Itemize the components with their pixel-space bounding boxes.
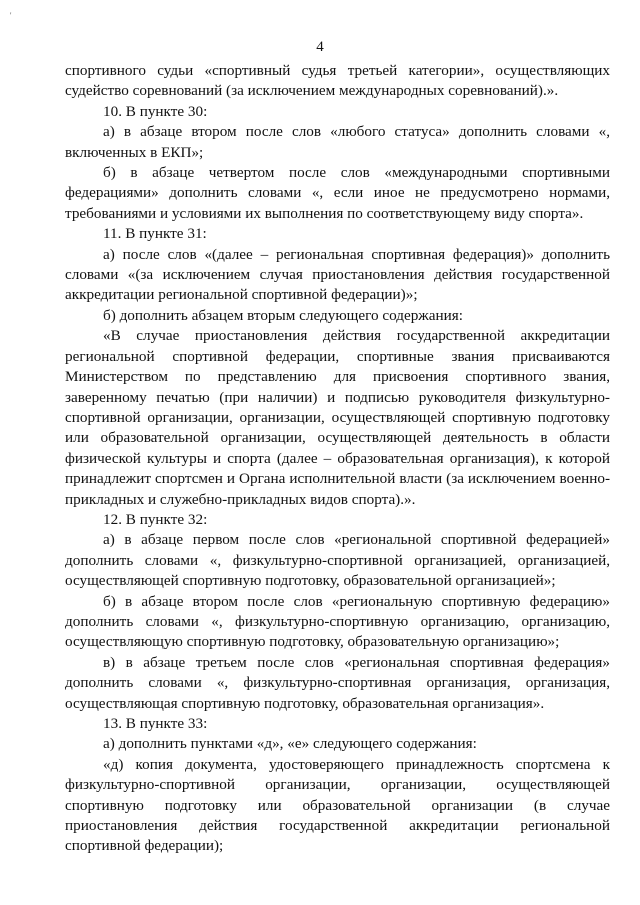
paragraph-item-12a: а) в абзаце первом после слов «региональной спортивной федерацией» дополнить словами «, физкультурно-спортивной организацией, организацией, осуществляющей спортивную подготовку, образовательной организацией»;: [65, 531, 610, 590]
paragraph-item-13-quote-d: «д) копия документа, удостоверяющего принадлежность спортсмена к физкультурно-спортивной организации, организации, осуществляющей спортивную подготовку или образовательной организации (в случае приостановления действия государственной аккредитации региональной спортивной федерации);: [65, 755, 610, 855]
paragraph-item-11-quote: «В случае приостановления действия государственной аккредитации региональной спортивной федерации, спортивные звания присваиваются Министерством по представлению для присвоения спортивного звания, заверенному печатью (при наличии) и подписью руководителя физкультурно-спортивной организации, организации, осуществляющей спортивную подготовку или образовательной организации, осуществляющей деятельность в области физической культуры и спорта (далее – образовательная организация), к которой принадлежит спортсмен и Органа исполнительной власти (за исключением военно-прикладных и служебно-прикладных видов спорта).».: [65, 327, 610, 508]
paragraph-item-11a: а) после слов «(далее – региональная спортивная федерация)» дополнить словами «(за исключением случая приостановления действия государственной аккредитации региональной спортивной федерации)»;: [65, 245, 610, 304]
paragraph-item-13-heading: 13. В пункте 33:: [103, 715, 208, 732]
page-number: 4: [316, 39, 324, 55]
paragraph-item-11-heading: 11. В пункте 31:: [103, 225, 207, 243]
stray-mark: ': [10, 11, 12, 20]
paragraph-item-12b: б) в абзаце втором после слов «региональную спортивную федерацию» дополнить словами «, физкультурно-спортивную организацию, организацию, осуществляющую спортивную подготовку, образовательную организацию»;: [65, 592, 610, 651]
paragraph-item-10a: а) в абзаце втором после слов «любого статуса» дополнить словами «, включенных в ЕКП»;: [65, 123, 610, 161]
paragraph-item-10b: б) в абзаце четвертом после слов «международными спортивными федерациями» дополнить словами «, если иное не предусмотрено нормами, требованиями и условиями их выполнения по соответствующему виду спорта».: [65, 164, 610, 222]
paragraph-continuation: спортивного судьи «спортивный судья третьей категории», осуществляющих судейство соревнований (за исключением международных соревнований).».: [65, 62, 610, 100]
paragraph-item-11b: б) дополнить абзацем вторым следующего содержания:: [103, 306, 463, 324]
paragraph-item-12-heading: 12. В пункте 32:: [103, 510, 208, 528]
document-body: [65, 61, 610, 857]
paragraph-item-13a: а) дополнить пунктами «д», «е» следующего содержания:: [103, 735, 477, 753]
paragraph-item-12c: в) в абзаце третьем после слов «региональная спортивная федерация» дополнить словами «, физкультурно-спортивная организация, организация, осуществляющая спортивную подготовку, образовательная организация».: [65, 653, 610, 712]
paragraph-item-10-heading: 10. В пункте 30:: [103, 102, 208, 120]
